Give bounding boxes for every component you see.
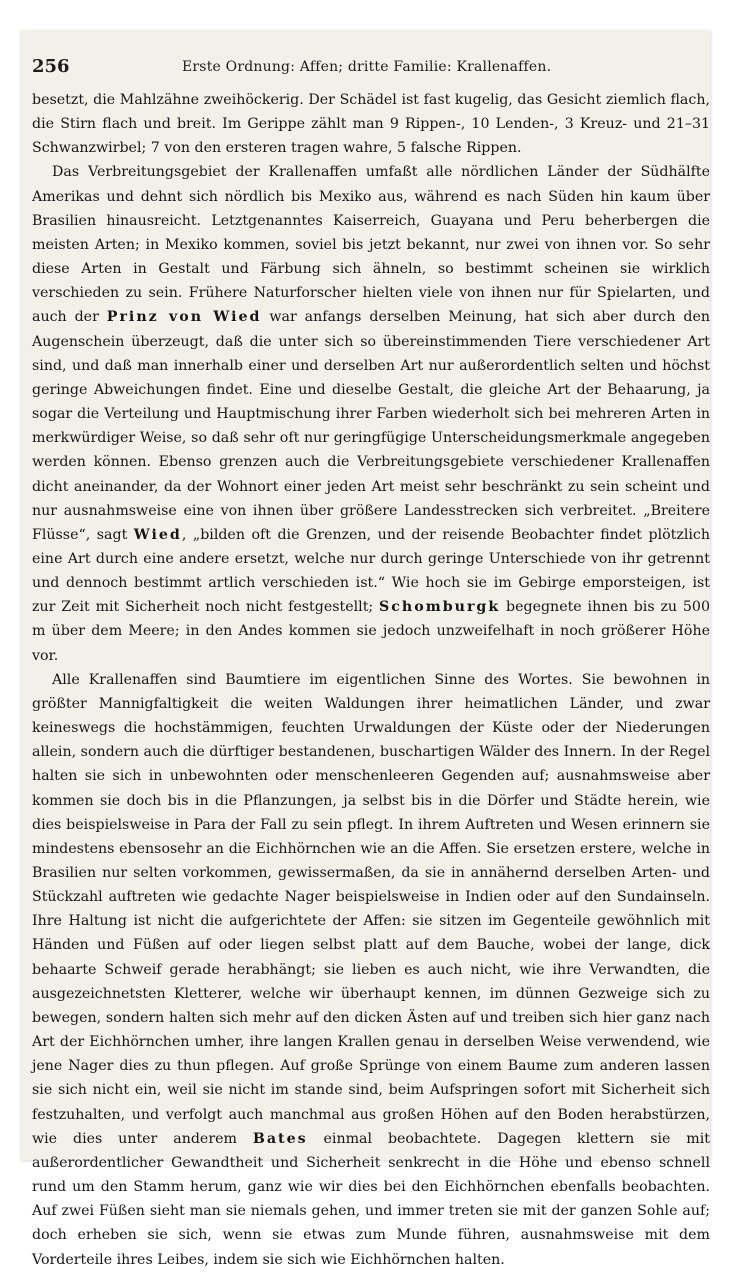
person-name: Bates — [252, 1130, 308, 1147]
person-name: Wied — [133, 526, 182, 543]
paragraph-1-text: besetzt, die Mahlzähne zweihöckerig. Der Schädel ist fast kugelig, das Gesicht ziemlich flach, die Stirn flach und breit. Im Gerippe zählt man 9 Rippen-, 10 Lenden-, 3 Kreuz- und 21–31 Schwanzwirbel; 7 von den ersteren tragen wahre, 5 falsche Rippen. — [32, 92, 710, 157]
paragraph-2-text-cont: war anfangs derselben Meinung, hat sich aber durch den Augenschein überzeugt, daß die unter sich so übereinstimmenden Tiere verschiedener Art sind, und daß man innerhalb einer und derselben Art nur außerordentlich selten und höchst geringe Abweichungen findet. Eine und dieselbe Gestalt, die gleiche Art der Behaarung, ja sogar die Verteilung und Hauptmischung ihrer Farben wiederholt sich bei mehreren Arten in merkwürdiger Weise, so daß sehr oft nur geringfügige Unterscheidungsmerkmale angegeben werden können. Ebenso grenzen auch die Verbreitungsgebiete verschiedener Krallenaffen dicht aneinander, da der Wohnort einer jeden Art meist sehr beschränkt zu sein scheint und nur ausnahmsweise eine von ihnen über größere Landesstrecken sich verbreitet. „Breitere Flüsse“, sagt — [32, 309, 711, 543]
paragraph-2-text-cont-3: begegnete ihnen bis zu 500 m über dem Meere; in den Andes kommen sie jedoch unzweifelhaft in noch größerer Höhe vor. — [32, 599, 710, 664]
page-header — [32, 56, 702, 80]
paragraph-1 — [32, 88, 710, 160]
body-text — [32, 88, 710, 1272]
running-head: Erste Ordnung: Affen; dritte Familie: Krallenaffen. — [182, 59, 552, 75]
paragraph-2-text: Das Verbreitungsgebiet der Krallenaffen umfaßt alle nördlichen Länder der Südhälfte Amerikas und dehnt sich nördlich bis Mexiko aus, während es nach Süden hin kaum über Brasilien hinausreicht. Letztgenanntes Kaiserreich, Guayana und Peru beherbergen die meisten Arten; in Mexiko kommen, soviel bis jetzt bekannt, nur zwei von ihnen vor. So sehr diese Arten in Gestalt und Färbung sich ähneln, so bestimmt scheinen sie wirklich verschieden zu sein. Frühere Naturforscher hielten viele von ihnen nur für Spielarten, und auch der — [32, 164, 710, 326]
paragraph-3-text-cont: einmal beobachtete. Dagegen klettern sie mit außerordentlicher Gewandtheit und Sicherheit senkrecht in die Höhe und ebenso schnell rund um den Stamm herum, ganz wie wir dies bei den Eichhörnchen ebenfalls beobachten. Auf zwei Füßen sieht man sie niemals gehen, und immer treten sie mit der ganzen Sohle auf; doch erheben sie sich, wenn sie etwas zum Munde führen, ausnahmsweise mit dem Vorderteile ihres Leibes, indem sie sich wie Eichhörnchen halten. — [32, 1130, 710, 1268]
page-number: 256 — [32, 56, 70, 77]
book-page — [20, 30, 711, 1268]
person-name: Prinz von Wied — [106, 309, 262, 326]
paragraph-3-text: Alle Krallenaffen sind Baumtiere im eigentlichen Sinne des Wortes. Sie bewohnen in größter Mannigfaltigkeit die weiten Waldungen ihrer heimatlichen Länder, und zwar keineswegs die hochstämmigen, feuchten Urwaldungen der Küste oder der Niederungen allein, sondern auch die dürftiger bestandenen, buschartigen Wälder des Innern. In der Regel halten sie sich in unbewohnten oder menschenleeren Gegenden auf; ausnahmsweise aber kommen sie doch bis in die Pflanzungen, ja selbst bis in die Dörfer und Städte herein, wie dies beispielsweise in Para der Fall zu sein pflegt. In ihrem Auftreten und Wesen erinnern sie mindestens ebensosehr an die Eichhörnchen wie an die Affen. Sie ersetzen erstere, welche in Brasilien nur selten vorkommen, gewissermaßen, da sie in annähernd derselben Arten- und Stückzahl auftreten wie gedachte Nager beispielsweise in Indien oder auf den Sundainseln. Ihre Haltung ist nicht die aufgerichtete der Affen: sie sitzen im Gegenteile gewöhnlich mit Händen und Füßen auf oder liegen selbst platt auf dem Bauche, wobei der lange, dick behaarte Schweif gerade herabhängt; sie lieben es auch nicht, wie ihre Verwandten, die ausgezeichnetsten Kletterer, welche wir überhaupt kennen, im dünnen Gezweige sich zu bewegen, sondern halten sich mehr auf den dicken Ästen auf und treiben sich hier ganz nach Art der Eichhörnchen umher, ihre langen Krallen genau in derselben Weise verwendend, wie jene Nager dies zu thun pflegen. Auf große Sprünge von einem Baume zum anderen lassen sie sich nicht ein, weil sie nicht im stande sind, beim Aufspringen sofort mit Sicherheit sich festzuhalten, und verfolgt auch manchmal aus großen Höhen auf den Boden herabstürzen, wie dies unter anderem — [32, 671, 710, 1147]
paragraph-2-text-cont-2: , „bilden oft die Grenzen, und der reisende Beobachter findet plötzlich eine Art durch eine andere ersetzt, welche nur durch geringe Unterschiede von ihr getrennt und dennoch bestimmt artlich verschieden ist.“ Wie hoch sie im Gebirge emporsteigen, ist zur Zeit mit Sicherheit noch nicht festgestellt; — [32, 526, 710, 616]
paragraph-2 — [32, 160, 710, 667]
paragraph-3 — [32, 668, 710, 1272]
person-name: Schomburgk — [379, 599, 501, 616]
